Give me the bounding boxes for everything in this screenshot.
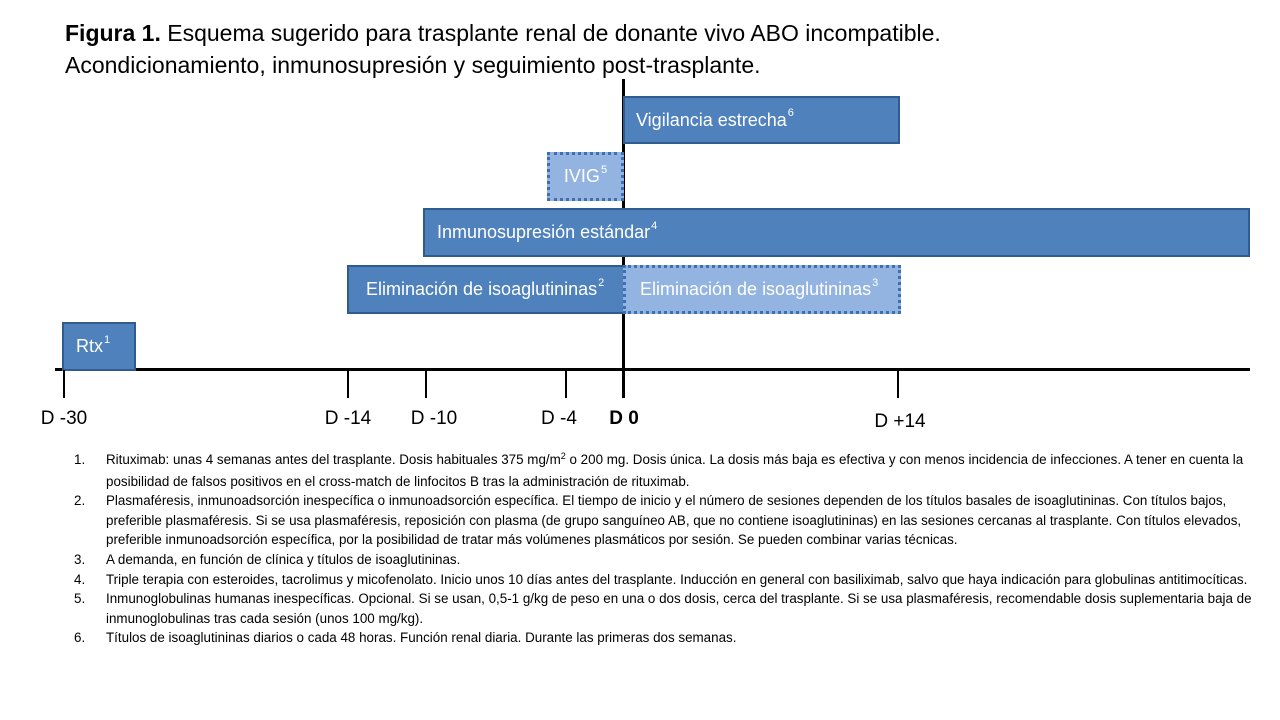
bar-vigilancia-estrecha [623,96,900,144]
day-label-d-30: D -30 [40,408,88,429]
tick-d-30 [63,370,65,398]
tick-d+14 [897,370,899,398]
figure-title [65,17,941,81]
day-label-d-14: D -14 [324,408,372,429]
tick-d-10 [425,370,427,398]
tick-d-4 [565,370,567,398]
footnote-superscript: 2 [560,451,566,461]
bar-ivig [547,152,624,201]
footnote-item [74,589,1260,628]
footnote-text: Rituximab: unas 4 semanas antes del trasplante. Dosis habituales 375 mg/m [106,452,561,467]
bar-inmunosupresion-estandar [423,208,1250,257]
bar-eliminacion-post-ref: 3 [872,276,879,289]
footnote-item [74,628,1260,648]
bar-eliminacion-pre-label: Eliminación de isoaglutininas [366,279,598,299]
footnote-item [74,550,1260,570]
footnote-text: Inmunoglobulinas humanas inespecíficas. Opcional. Si se usan, 0,5-1 g/kg de peso en una o dos dosis, cerca del trasplante. Si se usa plasmaféresis, recomendable dosis suplementaria baja de inmunoglobulinas tras cada sesión (unos 100 mg/kg). [106,591,1252,626]
day-label-d-10: D -10 [410,408,458,429]
bar-eliminacion-post-label: Eliminación de isoaglutininas [640,279,872,299]
footnotes-list [74,450,1260,648]
footnote-number: 5. [74,591,86,607]
footnote-number: 1. [74,452,86,467]
footnote-number: 6. [74,630,86,646]
bar-inmunosupresion-estandar-ref: 4 [651,219,658,232]
figure-title-line1: Esquema sugerido para trasplante renal de donante vivo ABO incompatible. [167,20,941,46]
footnote-text-cont: o 200 mg. Dosis única. La dosis más baja es efectiva y con menos incidencia de infecciones. A tener en cuenta la posibilidad de falsos positivos en el cross-match de linfocitos B tras la administración de rituximab. [106,452,1244,489]
bar-ivig-ref: 5 [600,163,608,176]
bar-eliminacion-isoaglutininas-pre [347,265,625,314]
footnote-item [74,570,1260,590]
bar-rtx-label: Rtx [76,336,103,356]
day-label-d0: D 0 [609,408,639,429]
bar-eliminacion-pre-ref: 2 [598,276,605,289]
day-label-d-4: D -4 [541,408,577,429]
bar-eliminacion-isoaglutininas-post [623,265,901,314]
bar-rtx-ref: 1 [104,333,111,346]
footnote-text: Títulos de isoaglutininas diarios o cada 48 horas. Función renal diaria. Durante las primeras dos semanas. [106,630,737,646]
footnote-number: 2. [74,493,86,509]
footnote-text: A demanda, en función de clínica y títulos de isoaglutininas. [106,551,461,567]
bar-inmunosupresion-estandar-label: Inmunosupresión estándar [437,222,651,242]
bar-ivig-label: IVIG [563,166,600,186]
bar-rtx [62,322,136,371]
day-label-d+14: D +14 [874,411,926,432]
tick-d-14 [347,370,349,398]
bar-vigilancia-estrecha-label: Vigilancia estrecha [636,109,787,130]
bar-vigilancia-estrecha-ref: 6 [787,107,794,119]
footnote-text: Plasmaféresis, inmunoadsorción inespecífica o inmunoadsorción específica. El tiempo de inicio y el número de sesiones dependen de los títulos basales de isoaglutininas. Con títulos bajos, preferible plasmaféresis. Si se usa plasmaféresis, reposición con plasma (de grupo sanguíneo AB, que no contiene isoaglutininas) en las sesiones cercanas al trasplante. Con títulos elevados, preferible inmunoadsorción específica, por la posibilidad de tratar más volúmenes plasmáticos por sesión. Se pueden combinar varias técnicas. [106,493,1242,548]
footnote-item [74,491,1260,550]
figure-label: Figura 1. [65,20,161,46]
footnote-item [74,450,1260,491]
figure-title-line2: Acondicionamiento, inmunosupresión y seguimiento post-trasplante. [65,52,761,78]
footnote-text: Triple terapia con esteroides, tacrolimus y micofenolato. Inicio unos 10 días antes del trasplante. Inducción en general con basiliximab, salvo que haya indicación para globulinas antitimocíticas. [106,571,1248,587]
footnote-number: 3. [74,551,86,567]
timeline-axis [55,368,1250,371]
footnote-number: 4. [74,571,86,587]
